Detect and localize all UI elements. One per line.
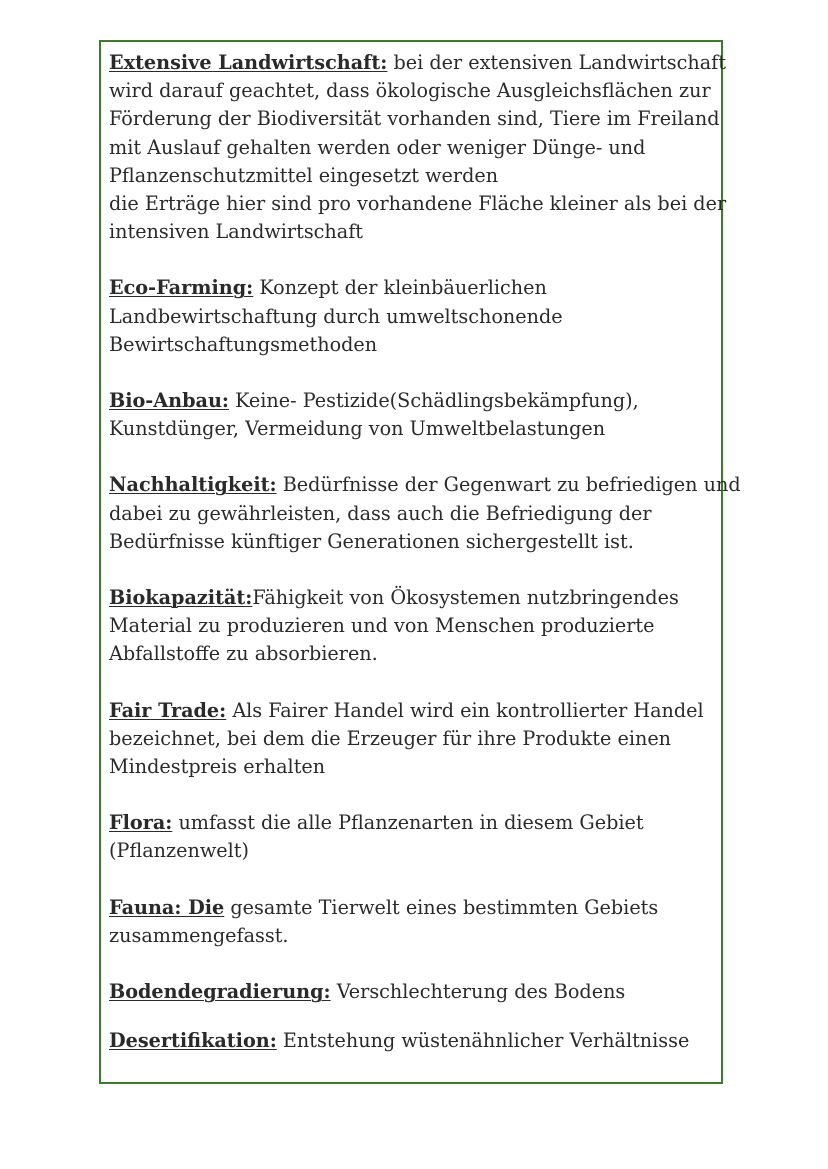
entry-line <box>109 894 717 922</box>
entry-line: zusammengefasst. <box>109 923 289 947</box>
term-biokapazitaet: Biokapazität: <box>109 586 253 610</box>
definition-text: umfasst die alle Pflanzenarten in diesem Gebiet <box>172 811 644 835</box>
entry-line: Abfallstoffe zu absorbieren. <box>109 642 378 666</box>
definition-text: Konzept der kleinbäuerlichen <box>253 276 547 300</box>
definition-text: Als Fairer Handel wird ein kontrollierter Handel <box>226 698 704 722</box>
entry-line: Pflanzenschutzmittel eingesetzt werden <box>109 163 499 187</box>
term-extensive-landwirtschaft: Extensive Landwirtschaft: <box>109 51 388 74</box>
entry-line: Kunstdünger, Vermeidung von Umweltbelastungen <box>109 417 606 441</box>
term-desertifikation: Desertifikation: <box>109 1029 277 1053</box>
entry-line <box>109 584 717 612</box>
entry-fair-trade <box>109 697 717 782</box>
entry-line: Bedürfnisse künftiger Generationen sichergestellt ist. <box>109 529 634 553</box>
entry-line <box>109 274 717 302</box>
entry-line: bezeichnet, bei dem die Erzeuger für ihre Produkte einen <box>109 726 672 750</box>
entry-eco-farming <box>109 274 717 359</box>
entry-line: (Pflanzenwelt) <box>109 839 249 863</box>
entry-line: intensiven Landwirtschaft <box>109 220 364 244</box>
entry-line <box>109 387 717 415</box>
definition-text: Bedürfnisse der Gegenwart zu befriedigen und <box>276 473 741 497</box>
entry-line: Material zu produzieren und von Menschen produzierte <box>109 614 655 638</box>
definition-text: Keine- Pestizide(Schädlingsbekämpfung), <box>229 389 639 413</box>
term-bio-anbau: Bio-Anbau: <box>109 389 229 413</box>
definition-text: Entstehung wüstenähnlicher Verhältnisse <box>276 1029 690 1053</box>
term-fair-trade: Fair Trade: <box>109 698 227 722</box>
entry-fauna <box>109 894 717 950</box>
term-nachhaltigkeit: Nachhaltigkeit: <box>109 473 277 497</box>
entry-line <box>109 471 741 499</box>
entry-line <box>109 809 717 837</box>
entry-line: Bewirtschaftungsmethoden <box>109 332 378 356</box>
entry-line: dabei zu gewährleisten, dass auch die Befriedigung der <box>109 501 652 525</box>
glossary-content <box>109 49 741 1055</box>
entry-bio-anbau <box>109 387 717 443</box>
term-eco-farming: Eco-Farming: <box>109 276 254 300</box>
entry-line: die Erträge hier sind pro vorhandene Fläche kleiner als bei der <box>109 192 727 216</box>
entry-line <box>109 49 726 77</box>
entry-line: Landbewirtschaftung durch umweltschonende <box>109 304 563 328</box>
entry-biokapazitaet <box>109 584 717 669</box>
entry-desertifikation <box>109 1027 717 1055</box>
entry-line: Mindestpreis erhalten <box>109 755 326 779</box>
term-bodendegradierung: Bodendegradierung: <box>109 980 331 1004</box>
entry-flora <box>109 809 717 865</box>
glossary-frame <box>99 40 741 1084</box>
term-flora: Flora: <box>109 811 173 835</box>
entry-line: mit Auslauf gehalten werden oder weniger Dünge- und <box>109 135 646 159</box>
entry-nachhaltigkeit <box>109 471 741 556</box>
entry-line <box>109 1027 717 1055</box>
definition-text: Fähigkeit von Ökosystemen nutzbringendes <box>252 586 679 610</box>
entry-line <box>109 697 717 725</box>
definition-text: bei der extensiven Landwirtschaft <box>387 51 726 74</box>
entry-extensive-landwirtschaft <box>109 49 727 246</box>
entry-line: wird darauf geachtet, dass ökologische Ausgleichsflächen zur <box>109 79 711 103</box>
entry-line <box>109 978 717 1006</box>
entry-line: Förderung der Biodiversität vorhanden sind, Tiere im Freiland <box>109 107 720 131</box>
definition-text: gesamte Tierwelt eines bestimmten Gebiets <box>224 895 659 919</box>
definition-text: Verschlechterung des Bodens <box>330 980 626 1004</box>
term-fauna: Fauna: Die <box>109 895 225 919</box>
entry-bodendegradierung <box>109 978 717 1006</box>
